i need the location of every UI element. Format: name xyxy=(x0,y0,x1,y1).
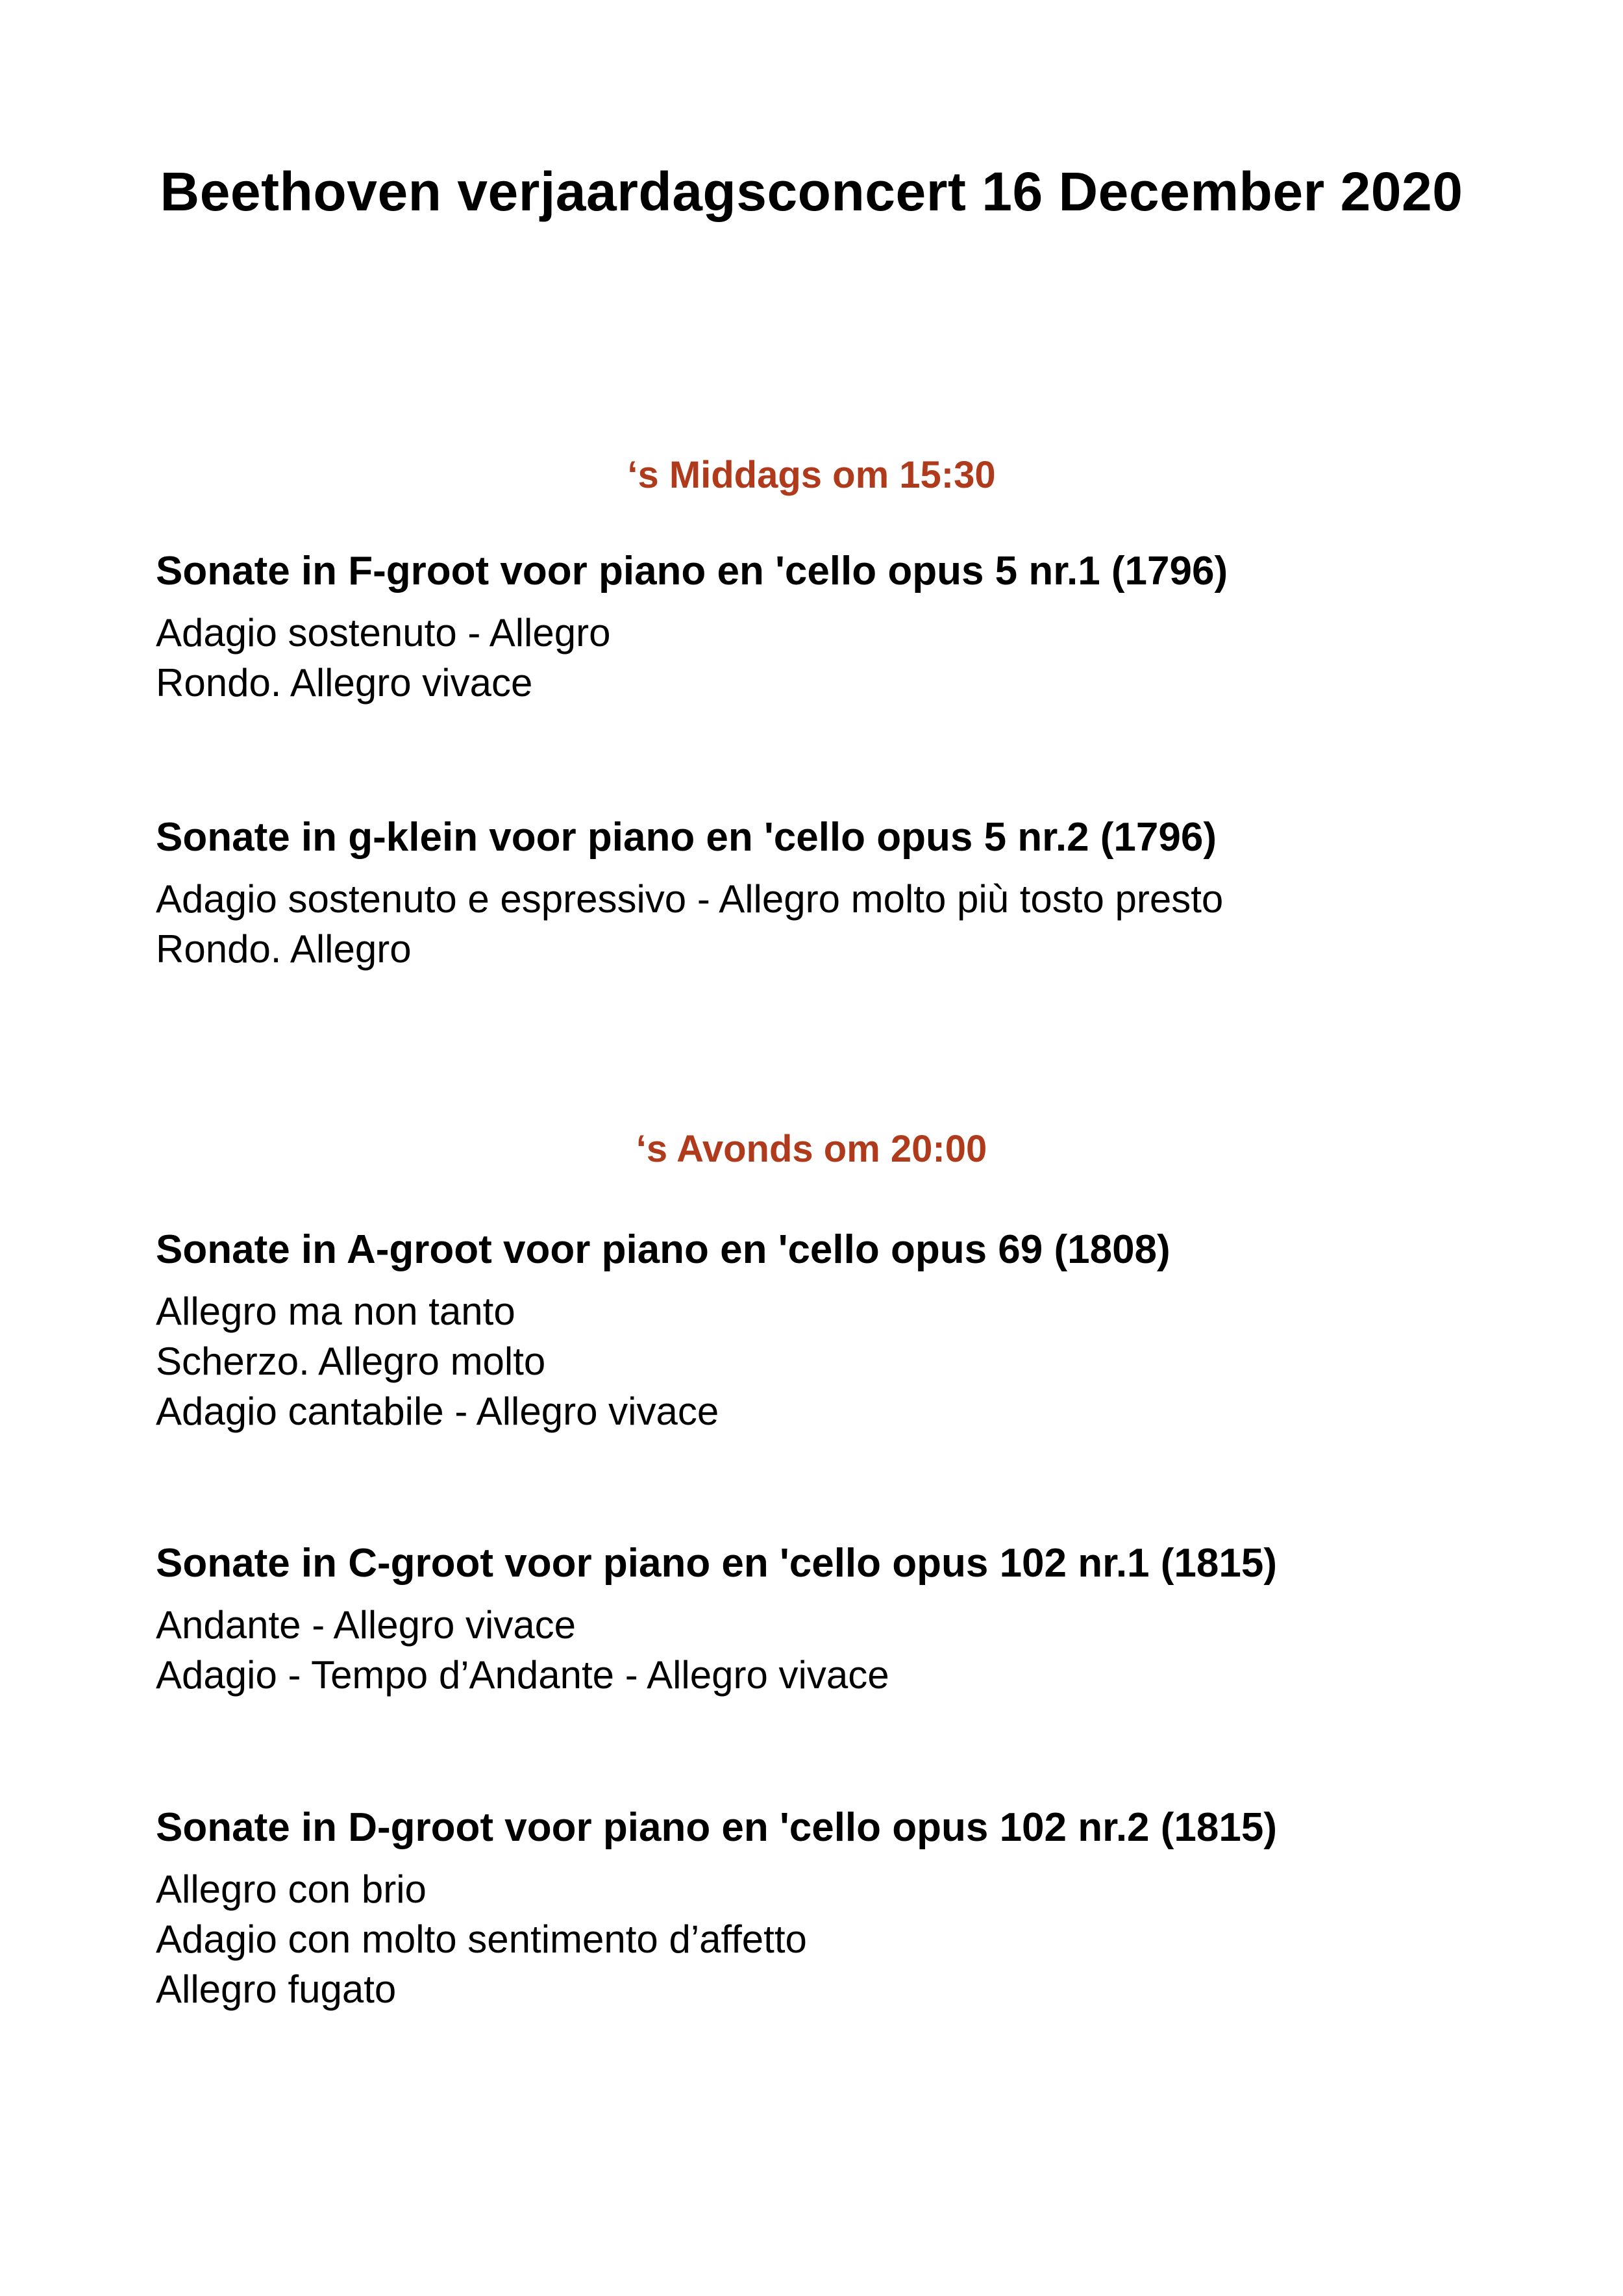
page-title: Beethoven verjaardagsconcert 16 December 2020 xyxy=(160,161,1463,222)
movement-list xyxy=(156,1600,1519,1700)
movement-list xyxy=(156,608,1519,708)
piece-title: Sonate in g-klein voor piano en 'cello opus 5 nr.2 (1796) xyxy=(156,815,1217,860)
piece-title: Sonate in A-groot voor piano en 'cello opus 69 (1808) xyxy=(156,1227,1171,1272)
session-heading-evening: ‘s Avonds om 20:00 xyxy=(636,1128,987,1170)
movement-list xyxy=(156,1286,1519,1436)
piece-title: Sonate in C-groot voor piano en 'cello opus 102 nr.1 (1815) xyxy=(156,1541,1277,1586)
movement-item: Adagio - Tempo d’Andante - Allegro vivace xyxy=(156,1653,889,1697)
movement-item: Rondo. Allegro vivace xyxy=(156,661,533,705)
piece-title: Sonate in F-groot voor piano en 'cello opus 5 nr.1 (1796) xyxy=(156,549,1228,593)
movement-item: Adagio sostenuto e espressivo - Allegro molto più tosto presto xyxy=(156,877,1224,921)
piece-sonata-a-major xyxy=(156,1224,1519,1436)
movement-list xyxy=(156,1864,1519,2014)
movement-item: Andante - Allegro vivace xyxy=(156,1603,576,1647)
session-heading-afternoon: ‘s Middags om 15:30 xyxy=(627,454,996,496)
movement-list xyxy=(156,874,1519,974)
piece-title: Sonate in D-groot voor piano en 'cello opus 102 nr.2 (1815) xyxy=(156,1805,1277,1850)
piece-sonata-f-major xyxy=(156,545,1519,708)
movement-item: Adagio con molto sentimento d’affetto xyxy=(156,1917,807,1961)
piece-sonata-g-minor xyxy=(156,812,1519,974)
movement-item: Scherzo. Allegro molto xyxy=(156,1340,546,1383)
movement-item: Allegro fugato xyxy=(156,1967,397,2011)
piece-sonata-d-major xyxy=(156,1802,1519,2014)
movement-item: Adagio sostenuto - Allegro xyxy=(156,611,611,655)
movement-item: Adagio cantabile - Allegro vivace xyxy=(156,1390,719,1433)
piece-sonata-c-major xyxy=(156,1538,1519,1700)
movement-item: Allegro ma non tanto xyxy=(156,1290,515,1333)
movement-item: Allegro con brio xyxy=(156,1867,427,1911)
movement-item: Rondo. Allegro xyxy=(156,927,412,971)
